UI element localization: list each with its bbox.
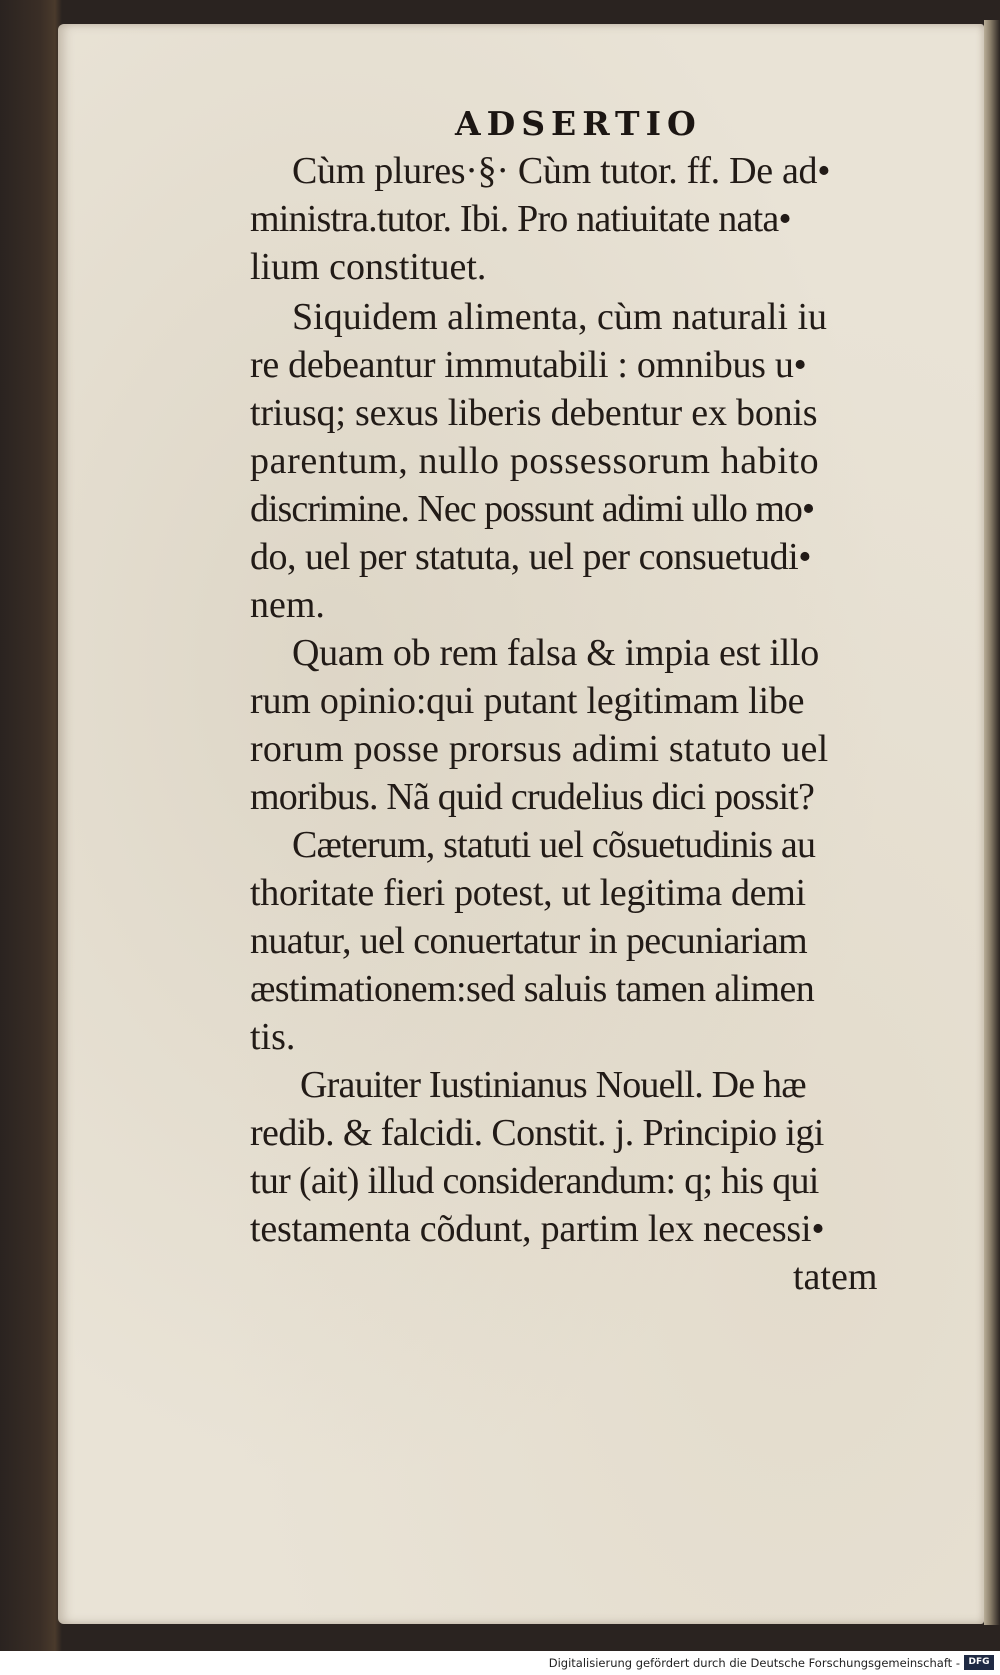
- text-line: re debeantur immutabili : omnibus u•: [250, 344, 807, 386]
- text-line: rorum posse prorsus adimi statuto uel: [250, 728, 829, 770]
- text-line: discrimine. Nec possunt adimi ullo mo•: [250, 488, 815, 530]
- text-line: tur (ait) illud considerandum: q; his qui: [250, 1160, 819, 1202]
- text-line: Siquidem alimenta, cùm naturali iu: [292, 296, 828, 338]
- text-line: æstimationem:sed saluis tamen alimen: [250, 968, 815, 1010]
- text-line: parentum, nullo possessorum habito: [250, 440, 820, 482]
- text-line: ministra.tutor. Ibi. Pro natiuitate nata•: [250, 198, 791, 240]
- text-line: thoritate fieri potest, ut legitima demi: [250, 872, 806, 914]
- catchword: tatem: [793, 1256, 878, 1298]
- text-line: Quam ob rem falsa & impia est illo: [292, 632, 819, 674]
- text-line: testamenta cõdunt, partim lex necessi•: [250, 1208, 825, 1250]
- text-line: redib. & falcidi. Constit. j. Principio igi: [250, 1112, 824, 1154]
- text-line: lium constituet.: [250, 246, 487, 288]
- text-line: Grauiter Iustinianus Nouell. De hæ: [300, 1064, 806, 1106]
- text-line: nem.: [250, 584, 325, 626]
- text-line: triusq; sexus liberis debentur ex bonis: [250, 392, 818, 434]
- text-line: rum opinio:qui putant legitimam libe: [250, 680, 805, 722]
- text-line: Cùm plures·§· Cùm tutor. ff. De ad•: [292, 150, 831, 192]
- text-line: do, uel per statuta, uel per consuetudi•: [250, 536, 812, 578]
- footer-credit: Digitalisierung gefördert durch die Deutsche Forschungsgemeinschaft -: [548, 1656, 960, 1670]
- page-edge: [984, 20, 1000, 1625]
- text-line: nuatur, uel conuertatur in pecuniariam: [250, 920, 808, 962]
- dfg-logo: DFG: [964, 1655, 994, 1670]
- running-head: ADSERTIO: [455, 104, 702, 143]
- text-line: moribus. Nã quid crudelius dici possit?: [250, 776, 815, 818]
- text-line: Cæterum, statuti uel cõsuetudinis au: [292, 824, 816, 866]
- text-line: tis.: [250, 1016, 296, 1058]
